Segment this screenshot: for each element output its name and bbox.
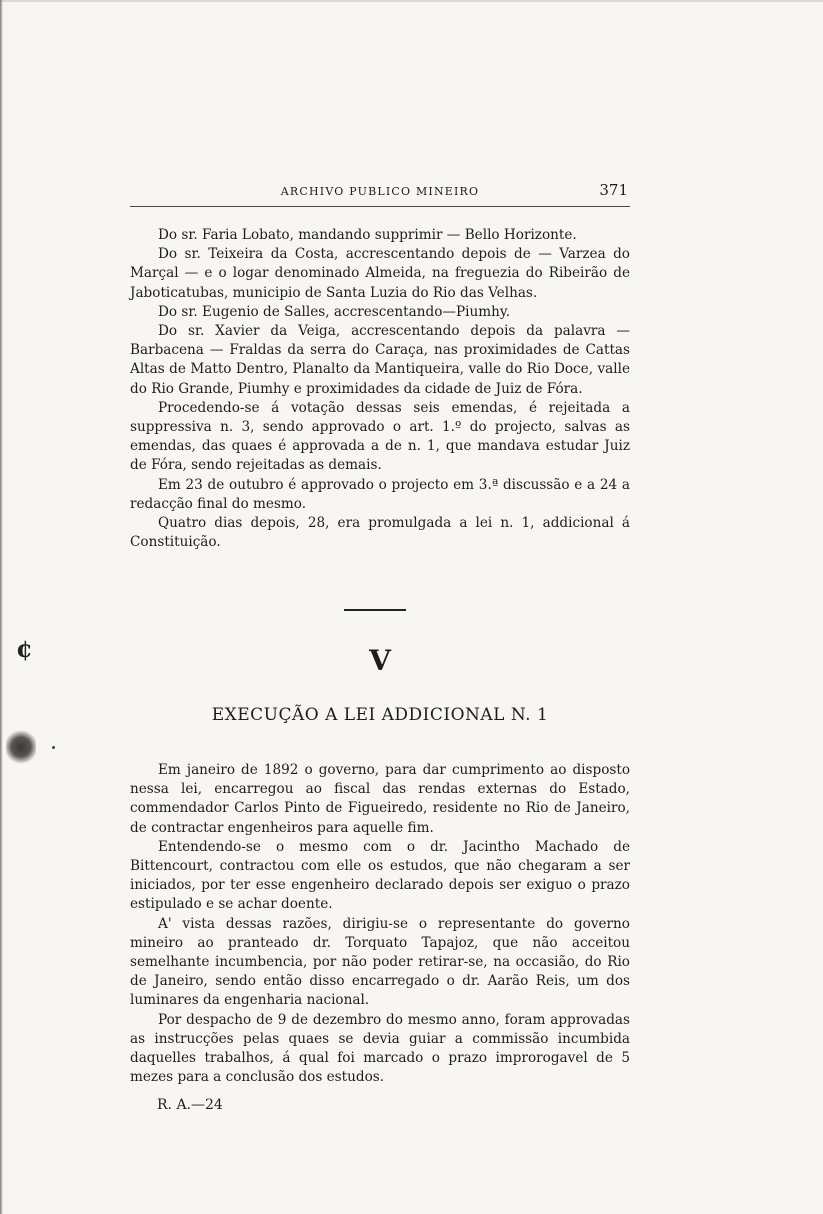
signature-mark: R. A.—24 [157,1097,223,1113]
paragraph-emenda-eugenio-salles: Do sr. Eugenio de Salles, accrescentando—Piumhy. [158,303,511,320]
paragraph-approvacao: Em 23 de outubro é approvado o projecto em 3.ª discussão e a 24 a redacção final do mesmo. [130,476,630,512]
paragraph-despacho-dezembro: Por despacho de 9 de dezembro do mesmo anno, foram approvadas as instrucções pelas quaes se devia guiar a commissão incumbida daquelles trabalhos, á qual foi marcado o prazo improrogavel de 5 mezes para a conclusão dos estudos. [130,1011,630,1086]
running-head [130,181,630,203]
paragraph-emenda-xavier-veiga: Do sr. Xavier da Veiga, accrescentando depois da palavra — Barbacena — Fraldas da serra do Caraça, nas proximidades de Cattas Altas de Matto Dentro, Planalto da Mantiqueira, valle do Rio Doce, valle do Rio Grande, Piumhy e proximidades da cidade de Juiz de Fóra. [130,323,630,397]
paragraph-bittencourt: Entendendo-se o mesmo com o dr. Jacintho Machado de Bittencourt, contractou com elle os estudos, que não chegaram a ser iniciados, por ter esse engenheiro declarado depois ser exiguo o prazo estipulado e se achar doente. [130,838,630,913]
page-left-edge [0,0,3,1214]
section-numeral: V [369,644,391,677]
page-number: 371 [599,181,628,199]
margin-smudge [6,728,36,766]
margin-mark: ¢ [16,634,33,663]
paragraph-emenda-faria-lobato: Do sr. Faria Lobato, mandando supprimir — Bello Horizonte. [158,227,577,243]
page-top-edge [0,0,823,2]
section-divider [344,609,406,611]
paragraph-emenda-teixeira-costa: Do sr. Teixeira da Costa, accrescentando depois de — Varzea do Marçal — e o logar denominado Almeida, na freguezia do Ribeirão de Jaboticatubas, municipio de Santa Luzia do Rio das Velhas. [130,246,630,301]
section-title: EXECUÇÃO A LEI ADDICIONAL N. 1 [211,705,549,725]
emendas-text-block [130,226,630,552]
paragraph-promulgacao: Quatro dias depois, 28, era promulgada a lei n. 1, addicional á Constituição. [130,515,630,551]
paragraph-janeiro-1892: Em janeiro de 1892 o governo, para dar cumprimento ao disposto nessa lei, encarregou ao fiscal das rendas externas do Estado, commendador Carlos Pinto de Figueiredo, residente no Rio de Janeiro, de contractar engenheiros para aquelle fim. [130,762,630,836]
execucao-text-block [130,761,630,1087]
paragraph-votacao: Procedendo-se á votação dessas seis emendas, é rejeitada a suppressiva n. 3, sendo approvado o art. 1.º do projecto, salvas as emendas, das quaes é approvada a de n. 1, que mandava estudar Juiz de Fóra, sendo rejeitadas as demais. [130,399,630,474]
running-title: ARCHIVO PUBLICO MINEIRO [280,185,480,198]
header-rule [130,206,630,208]
margin-dot [52,746,55,749]
paragraph-tapajoz-aarao-reis: A' vista dessas razões, dirigiu-se o representante do governo mineiro ao pranteado dr. Torquato Tapajoz, que não acceitou semelhante incumbencia, por não poder retirar-se, na occasião, do Rio de Janeiro, sendo então disso encarregado o dr. Aarão Reis, um dos luminares da engenharia nacional. [130,915,630,1009]
